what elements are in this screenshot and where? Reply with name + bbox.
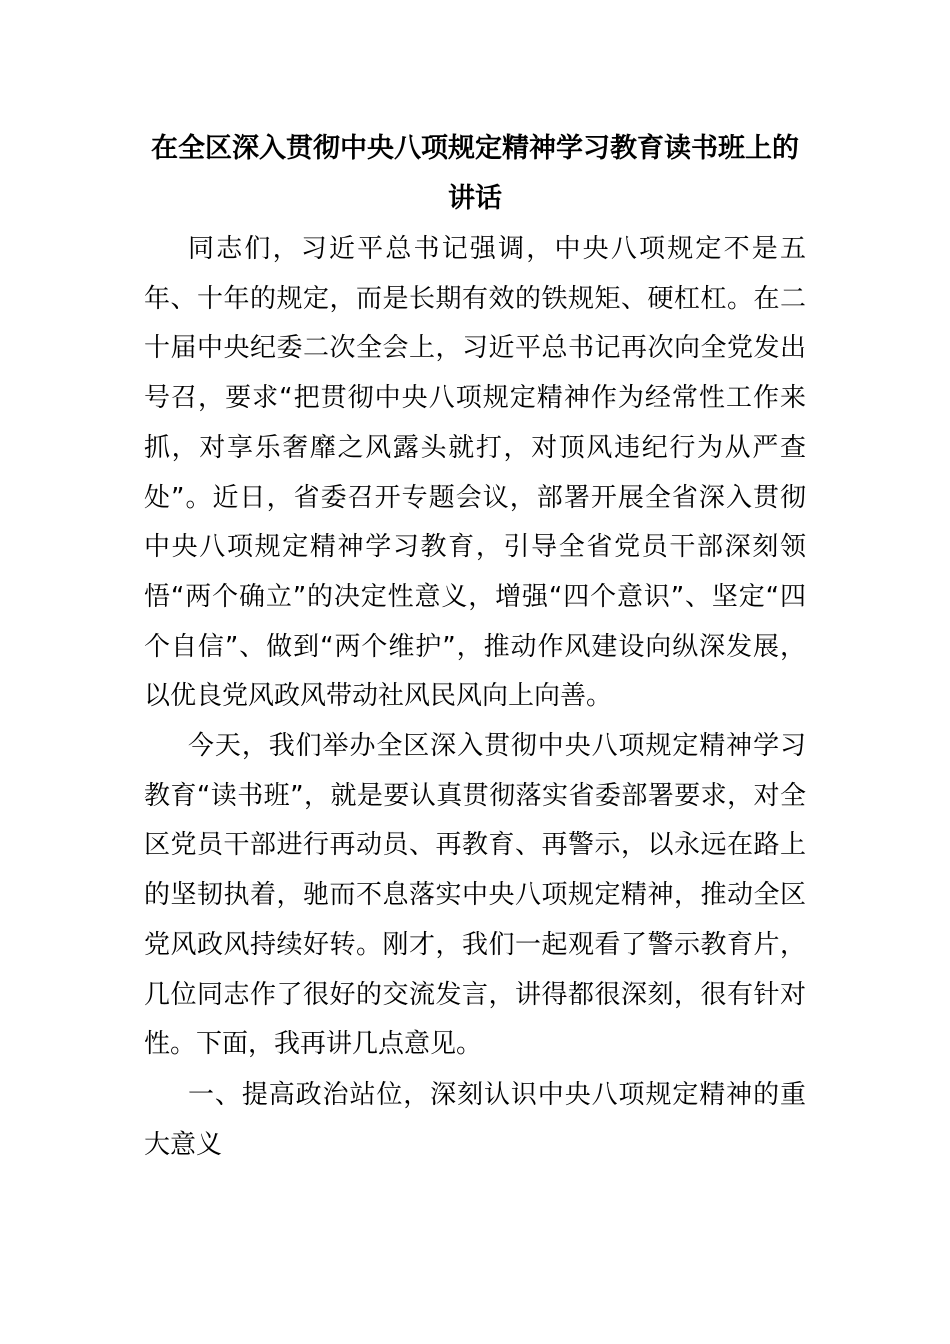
section-heading-1: 一、提高政治站位，深刻认识中央八项规定精神的重大意义	[144, 1080, 806, 1160]
document-title: 在全区深入贯彻中央八项规定精神学习教育读书班上的讲话	[151, 133, 799, 214]
paragraph-opening: 同志们，习近平总书记强调，中央八项规定不是五年、十年的规定，而是长期有效的铁规矩、硬杠杠。在二十届中央纪委二次全会上，习近平总书记再次向全党发出号召，要求“把贯彻中央八项规定精神作为经常性工作来抓，对享乐奢靡之风露头就打，对顶风违纪行为从严查处”。近日，省委召开专题会议，部署开展全省深入贯彻中央八项规定精神学习教育，引导全省党员干部深刻领悟“两个确立”的决定性意义，增强“四个意识”、坚定“四个自信”、做到“两个维护”，推动作风建设向纵深发展，以优良党风政风带动社风民风向上向善。	[144, 234, 806, 712]
paragraph-purpose: 今天，我们举办全区深入贯彻中央八项规定精神学习教育“读书班”，就是要认真贯彻落实省委部署要求，对全区党员干部进行再动员、再教育、再警示，以永远在路上的坚韧执着，驰而不息落实中央八项规定精神，推动全区党风政风持续好转。刚才，我们一起观看了警示教育片，几位同志作了很好的交流发言，讲得都很深刻，很有针对性。下面，我再讲几点意见。	[144, 731, 806, 1060]
